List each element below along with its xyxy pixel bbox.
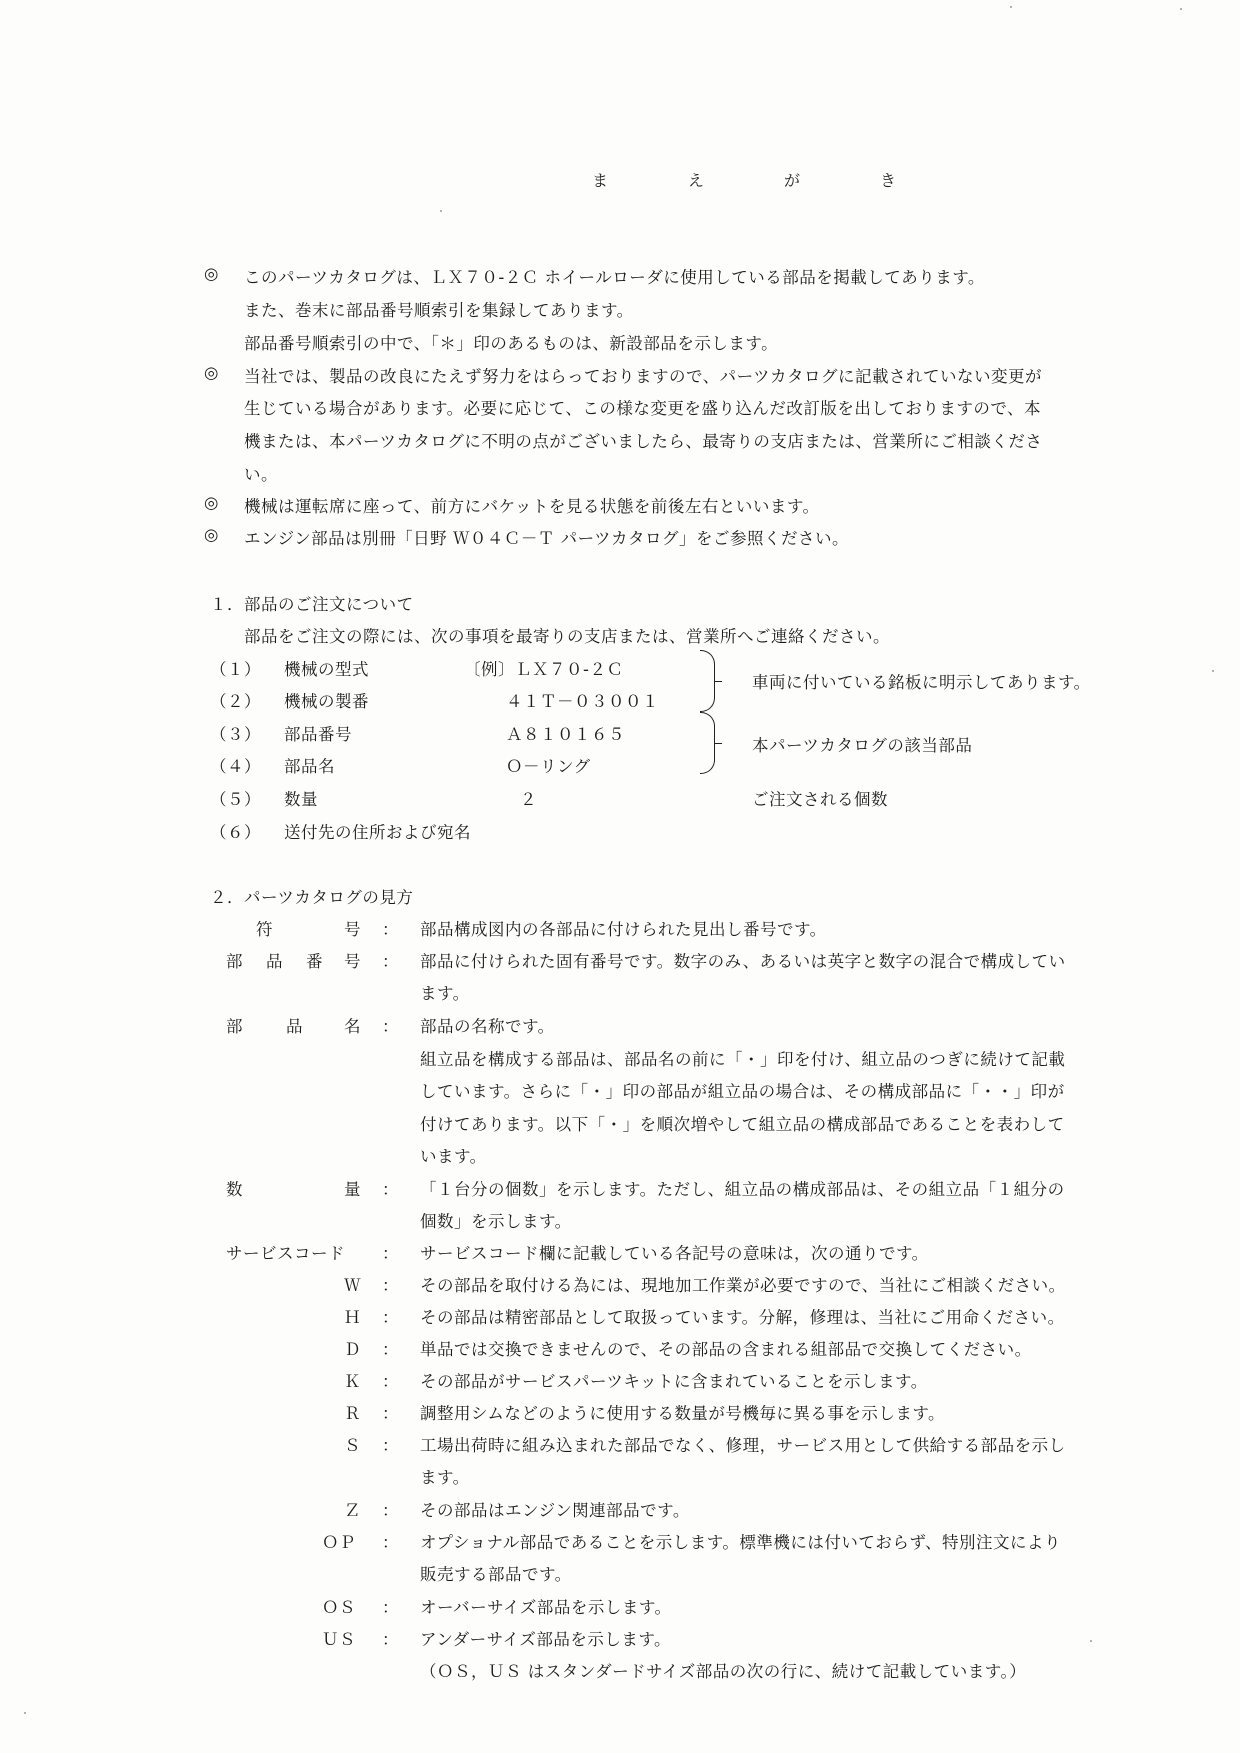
service-code-desc: その部品はエンジン関連部品です。 xyxy=(420,1501,690,1520)
brace-right xyxy=(700,650,715,712)
service-code: ＯＳ xyxy=(322,1598,356,1617)
intro-text: エンジン部品は別冊「日野 Ｗ０４Ｃ－Ｔ パーツカタログ」をご参照ください。 xyxy=(244,529,850,548)
scan-speck xyxy=(1090,1640,1092,1642)
service-code: ＯＰ xyxy=(322,1533,356,1552)
service-code-desc: 工場出荷時に組み込まれた部品でなく、修理，サービス用として供給する部品を示し xyxy=(420,1436,1066,1455)
order-item-example: 〔例〕ＬＸ７０-２Ｃ xyxy=(464,660,624,679)
order-item-example: ２ xyxy=(520,790,537,809)
order-item-number: （６） xyxy=(210,823,261,842)
scan-speck xyxy=(1212,670,1214,672)
service-code-desc: オプショナル部品であることを示します。標準機には付いておらず、特別注文により xyxy=(420,1533,1062,1552)
section1-heading: １．部品のご注文について xyxy=(210,595,414,614)
term-label: 数 xyxy=(226,1180,243,1199)
service-code-desc: 調整用シムなどのように使用する数量が号機毎に異る事を示します。 xyxy=(420,1404,946,1423)
service-code-desc: 販売する部品です。 xyxy=(420,1565,572,1584)
colon: ： xyxy=(382,1598,399,1617)
colon: ： xyxy=(382,1244,399,1263)
service-code: ＵＳ xyxy=(322,1630,356,1649)
term-desc: 部品構成図内の各部品に付けられた見出し番号です。 xyxy=(420,920,827,939)
term-desc: 個数」を示します。 xyxy=(420,1212,572,1231)
colon: ： xyxy=(382,1630,399,1649)
order-item-number: （５） xyxy=(210,790,261,809)
term-label: 名 xyxy=(344,1017,361,1036)
intro-text: 機械は運転席に座って、前方にバケットを見る状態を前後左右といいます。 xyxy=(244,497,820,516)
service-code-desc: その部品は精密部品として取扱っています。分解，修理は、当社にご用命ください。 xyxy=(420,1308,1065,1327)
order-item-label: 機械の型式 xyxy=(284,660,369,679)
scan-speck xyxy=(24,1712,26,1714)
service-code-desc: 単品では交換できませんので、その部品の含まれる組部品で交換してください。 xyxy=(420,1340,1032,1359)
service-code: Ｈ xyxy=(344,1308,361,1327)
term-desc: 部品の名称です。 xyxy=(420,1017,555,1036)
section1-lead: 部品をご注文の際には、次の事項を最寄りの支店または、営業所へご連絡ください。 xyxy=(244,627,890,646)
service-code-desc: オーバーサイズ部品を示します。 xyxy=(420,1598,672,1617)
colon: ： xyxy=(382,1436,399,1455)
term-desc: サービスコード欄に記載している各記号の意味は，次の通りです。 xyxy=(420,1244,929,1263)
term-label: 符 xyxy=(256,920,273,939)
intro-text: このパーツカタログは、ＬＸ７０-２Ｃ ホイールローダに使用している部品を掲載してあります。 xyxy=(244,268,985,287)
scan-speck xyxy=(1010,6,1012,8)
colon: ： xyxy=(382,952,399,971)
term-label: 量 xyxy=(344,1180,361,1199)
bullet-mark: ◎ xyxy=(204,525,219,544)
colon: ： xyxy=(382,1533,399,1552)
intro-text: い。 xyxy=(244,465,278,484)
term-label: 品 xyxy=(266,952,283,971)
term-desc: 「１台分の個数」を示します。ただし、組立品の構成部品は、その組立品「１組分の xyxy=(420,1180,1065,1199)
term-label: 号 xyxy=(344,920,361,939)
term-desc: います。 xyxy=(420,1147,487,1166)
service-code-desc: アンダーサイズ部品を示します。 xyxy=(420,1630,672,1649)
colon: ： xyxy=(382,1017,399,1036)
term-label: 品 xyxy=(286,1017,303,1036)
term-label: 部 xyxy=(226,952,243,971)
order-item-label: 送付先の住所および宛名 xyxy=(284,823,471,842)
scan-speck xyxy=(440,210,442,212)
service-code: Ｗ xyxy=(344,1276,361,1295)
service-code: Ｚ xyxy=(344,1501,361,1520)
colon: ： xyxy=(382,1340,399,1359)
service-code-desc: その部品を取付ける為には、現地加工作業が必要ですので、当社にご相談ください。 xyxy=(420,1276,1066,1295)
section2-heading: ２．パーツカタログの見方 xyxy=(210,888,414,907)
page-title: ま え が き xyxy=(592,171,929,190)
bullet-mark: ◎ xyxy=(204,264,219,283)
service-code-desc: その部品がサービスパーツキットに含まれていることを示します。 xyxy=(420,1372,928,1391)
intro-text: 当社では、製品の改良にたえず努力をはらっておりますので、パーツカタログに記載されていない変更が xyxy=(244,367,1043,386)
term-label: 部 xyxy=(226,1017,243,1036)
bullet-mark: ◎ xyxy=(204,363,219,382)
term-desc: しています。さらに「・」印の部品が組立品の場合は、その構成部品に「・・」印が xyxy=(420,1082,1065,1101)
order-item-number: （２） xyxy=(210,692,261,711)
order-note: 本パーツカタログの該当部品 xyxy=(752,736,973,755)
order-note: ご注文される個数 xyxy=(752,790,888,809)
service-code: Ｄ xyxy=(344,1340,361,1359)
order-note: 車両に付いている銘板に明示してあります。 xyxy=(752,673,1091,692)
intro-text: 部品番号順索引の中で、「＊」印のあるものは、新設部品を示します。 xyxy=(244,334,779,353)
service-code-desc: ます。 xyxy=(420,1468,470,1487)
order-item-number: （３） xyxy=(210,725,261,744)
bullet-mark: ◎ xyxy=(204,493,219,512)
order-item-label: 数量 xyxy=(284,790,318,809)
colon: ： xyxy=(382,1501,399,1520)
term-label: サービスコード xyxy=(226,1244,345,1263)
intro-text: また、巻末に部品番号順索引を集録してあります。 xyxy=(244,301,634,320)
order-item-number: （１） xyxy=(210,660,261,679)
footnote: （ＯＳ，ＵＳ はスタンダードサイズ部品の次の行に、続けて記載しています。） xyxy=(420,1662,1027,1681)
scan-speck xyxy=(1180,8,1182,10)
colon: ： xyxy=(382,920,399,939)
order-item-example: Ｏ－リング xyxy=(506,757,591,776)
colon: ： xyxy=(382,1308,399,1327)
service-code: Ｒ xyxy=(344,1404,361,1423)
term-desc: 部品に付けられた固有番号です。数字のみ、あるいは英字と数字の混合で構成してい xyxy=(420,952,1066,971)
order-item-label: 部品名 xyxy=(284,757,335,776)
intro-text: 機または、本パーツカタログに不明の点がございましたら、最寄りの支店または、営業所にご相談くださ xyxy=(244,432,1043,451)
order-item-number: （４） xyxy=(210,757,261,776)
order-item-label: 部品番号 xyxy=(284,725,352,744)
brace-right xyxy=(700,712,715,774)
term-label: 号 xyxy=(344,952,361,971)
order-item-example: ４１Ｔ－０３００１ xyxy=(506,692,659,711)
colon: ： xyxy=(382,1180,399,1199)
term-desc: ます。 xyxy=(420,984,470,1003)
term-desc: 付けてあります。以下「・」を順次増やして組立品の構成部品であることを表わして xyxy=(420,1115,1065,1134)
term-desc: 組立品を構成する部品は、部品名の前に「・」印を付け、組立品のつぎに続けて記載 xyxy=(420,1050,1066,1069)
colon: ： xyxy=(382,1276,399,1295)
intro-text: 生じている場合があります。必要に応じて、この様な変更を盛り込んだ改訂版を出しておりますので、本 xyxy=(244,399,1042,418)
order-item-example: Ａ８１０１６５ xyxy=(506,725,625,744)
term-label: 番 xyxy=(306,952,323,971)
service-code: Ｓ xyxy=(344,1436,361,1455)
order-item-label: 機械の製番 xyxy=(284,692,369,711)
colon: ： xyxy=(382,1372,399,1391)
colon: ： xyxy=(382,1404,399,1423)
service-code: Ｋ xyxy=(344,1372,361,1391)
